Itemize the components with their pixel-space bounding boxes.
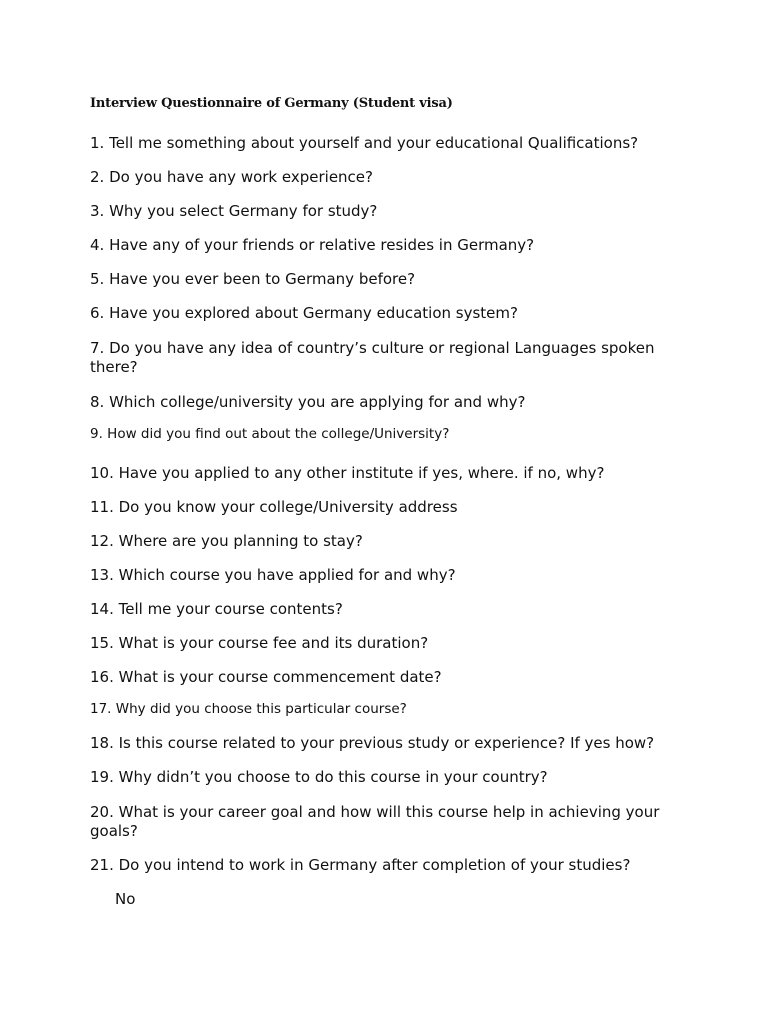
question-12: 12. Where are you planning to stay? [90,532,363,550]
question-18: 18. Is this course related to your previous study or experience? If yes how? [90,734,655,752]
question-9: 9. How did you find out about the college/University? [90,426,450,442]
question-11: 11. Do you know your college/University address [90,498,458,516]
question-4: 4. Have any of your friends or relative resides in Germany? [90,236,535,254]
question-2: 2. Do you have any work experience? [90,168,373,186]
question-1: 1. Tell me something about yourself and your educational Qualifications? [90,134,639,152]
question-7: 7. Do you have any idea of country’s culture or regional Languages spoken there? [90,339,655,376]
question-16: 16. What is your course commencement date? [90,668,442,686]
question-10: 10. Have you applied to any other institute if yes, where. if no, why? [90,464,605,482]
question-13: 13. Which course you have applied for and why? [90,566,456,584]
question-15: 15. What is your course fee and its duration? [90,634,429,652]
document-title: Interview Questionnaire of Germany (Student visa) [90,96,453,111]
question-20: 20. What is your career goal and how will this course help in achieving your goals? [90,803,660,840]
answer-text: No [115,890,136,908]
question-3: 3. Why you select Germany for study? [90,202,378,220]
question-8: 8. Which college/university you are applying for and why? [90,393,526,411]
question-17: 17. Why did you choose this particular course? [90,701,407,717]
question-5: 5. Have you ever been to Germany before? [90,270,416,288]
question-14: 14. Tell me your course contents? [90,600,343,618]
question-6: 6. Have you explored about Germany education system? [90,304,518,322]
question-19: 19. Why didn’t you choose to do this course in your country? [90,768,548,786]
question-21: 21. Do you intend to work in Germany after completion of your studies? [90,856,631,874]
